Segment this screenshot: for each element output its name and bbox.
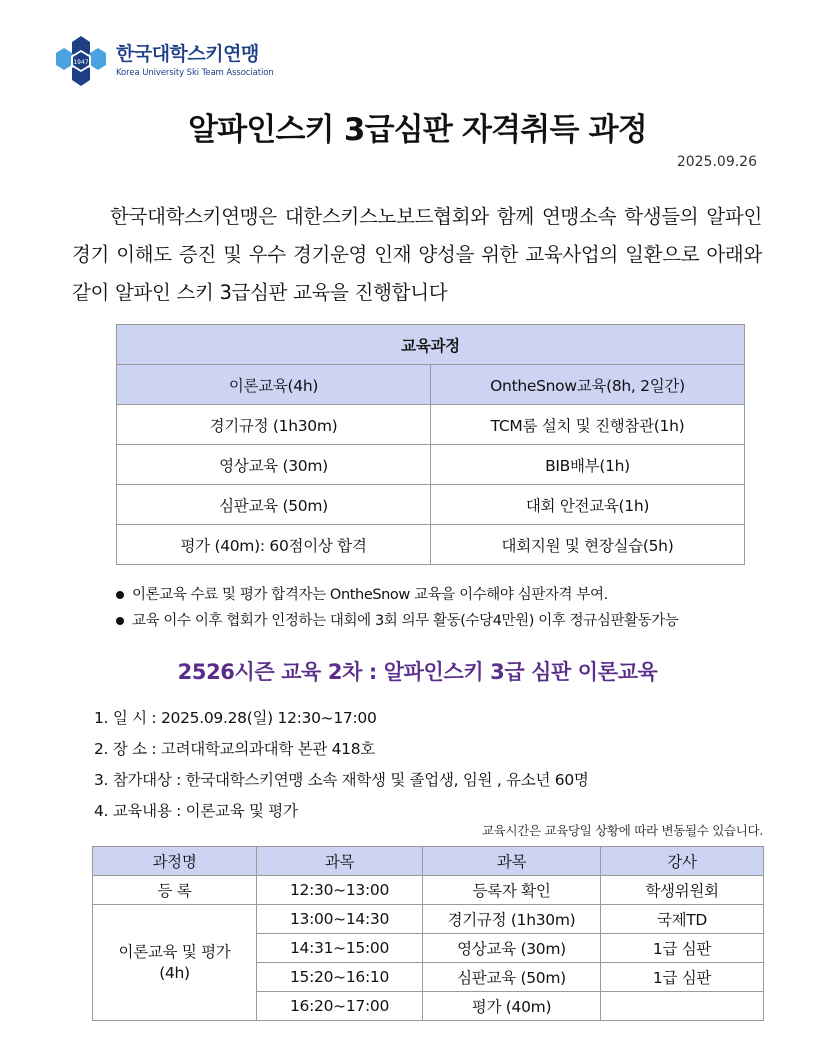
event-location-item: 2. 장 소 : 고려대학교의과대학 본관 418호 [94, 740, 375, 758]
section-title: 2526시즌 교육 2차 : 알파인스키 3급 심판 이론교육 [177, 660, 658, 684]
notice-list [112, 582, 679, 634]
logo-badge-text: 1947 [73, 59, 89, 66]
subject-cell: 경기규정 (1h30m) [423, 905, 601, 934]
theory-cell: 평가 (40m): 60점이상 합격 [117, 525, 431, 565]
list-item: 이론교육 수료 및 평가 합격자는 OntheSnow 교육을 이수해야 심판자격 부여. [112, 582, 679, 608]
course-cell: 등 록 [93, 876, 257, 905]
logo-name-english: Korea University Ski Team Association [116, 68, 274, 78]
onthesnow-cell: 대회 안전교육(1h) [431, 485, 745, 525]
time-cell: 16:20~17:00 [257, 992, 423, 1021]
theory-cell: 경기규정 (1h30m) [117, 405, 431, 445]
column-header-course: 과정명 [93, 847, 257, 876]
merged-course-cell: 이론교육 및 평가 (4h) [93, 905, 257, 1021]
instructor-cell: 학생위원회 [601, 876, 764, 905]
table-row [93, 876, 764, 905]
snowflake-logo-icon [52, 34, 110, 88]
table-row [93, 905, 764, 934]
subject-cell: 영상교육 (30m) [423, 934, 601, 963]
subject-cell: 평가 (40m) [423, 992, 601, 1021]
time-cell: 14:31~15:00 [257, 934, 423, 963]
instructor-cell: 1급 심판 [601, 963, 764, 992]
event-participants-item: 3. 참가대상 : 한국대학스키연맹 소속 재학생 및 졸업생, 임원 , 유소년 60명 [94, 771, 589, 789]
subject-cell: 등록자 확인 [423, 876, 601, 905]
page-title: 알파인스키 3급심판 자격취득 과정 [188, 112, 647, 148]
time-cell: 12:30~13:00 [257, 876, 423, 905]
theory-column-header: 이론교육(4h) [117, 365, 431, 405]
table-row [117, 485, 745, 525]
column-header-subject: 과목 [423, 847, 601, 876]
intro-paragraph: 한국대학스키연맹은 대한스키스노보드협회와 함께 연맹소속 학생들의 알파인 경기 이해도 증진 및 우수 경기운영 인재 양성을 위한 교육사업의 일환으로 아래와 같이 알파인 스키 3급심판 교육을 진행합니다 [72, 205, 762, 304]
schedule-table [92, 846, 764, 1021]
course-overview-table [116, 324, 745, 565]
onthesnow-cell: TCM룸 설치 및 진행참관(1h) [431, 405, 745, 445]
list-item: 교육 이수 이후 협회가 인정하는 대회에 3회 의무 활동(수당4만원) 이후 정규심판활동가능 [112, 608, 679, 634]
column-header-time: 과목 [257, 847, 423, 876]
onthesnow-column-header: OntheSnow교육(8h, 2일간) [431, 365, 745, 405]
instructor-cell: 국제TD [601, 905, 764, 934]
event-content-item: 4. 교육내용 : 이론교육 및 평가 [94, 802, 298, 820]
instructor-cell [601, 992, 764, 1021]
theory-cell: 심판교육 (50m) [117, 485, 431, 525]
table-row [117, 525, 745, 565]
time-cell: 13:00~14:30 [257, 905, 423, 934]
event-date-item: 1. 일 시 : 2025.09.28(일) 12:30~17:00 [94, 709, 377, 727]
document-date: 2025.09.26 [676, 154, 757, 170]
table-row [117, 445, 745, 485]
onthesnow-cell: 대회지원 및 현장실습(5h) [431, 525, 745, 565]
subject-cell: 심판교육 (50m) [423, 963, 601, 992]
time-cell: 15:20~16:10 [257, 963, 423, 992]
column-header-instructor: 강사 [601, 847, 764, 876]
event-info-list [94, 706, 589, 830]
schedule-note: 교육시간은 교육당일 상황에 따라 변동될수 있습니다. [481, 823, 763, 838]
table-row [117, 405, 745, 445]
theory-cell: 영상교육 (30m) [117, 445, 431, 485]
instructor-cell: 1급 심판 [601, 934, 764, 963]
logo-name-korean: 한국대학스키연맹 [116, 43, 259, 65]
association-logo [52, 34, 274, 88]
onthesnow-cell: BIB배부(1h) [431, 445, 745, 485]
course-table-header: 교육과정 [117, 325, 745, 365]
